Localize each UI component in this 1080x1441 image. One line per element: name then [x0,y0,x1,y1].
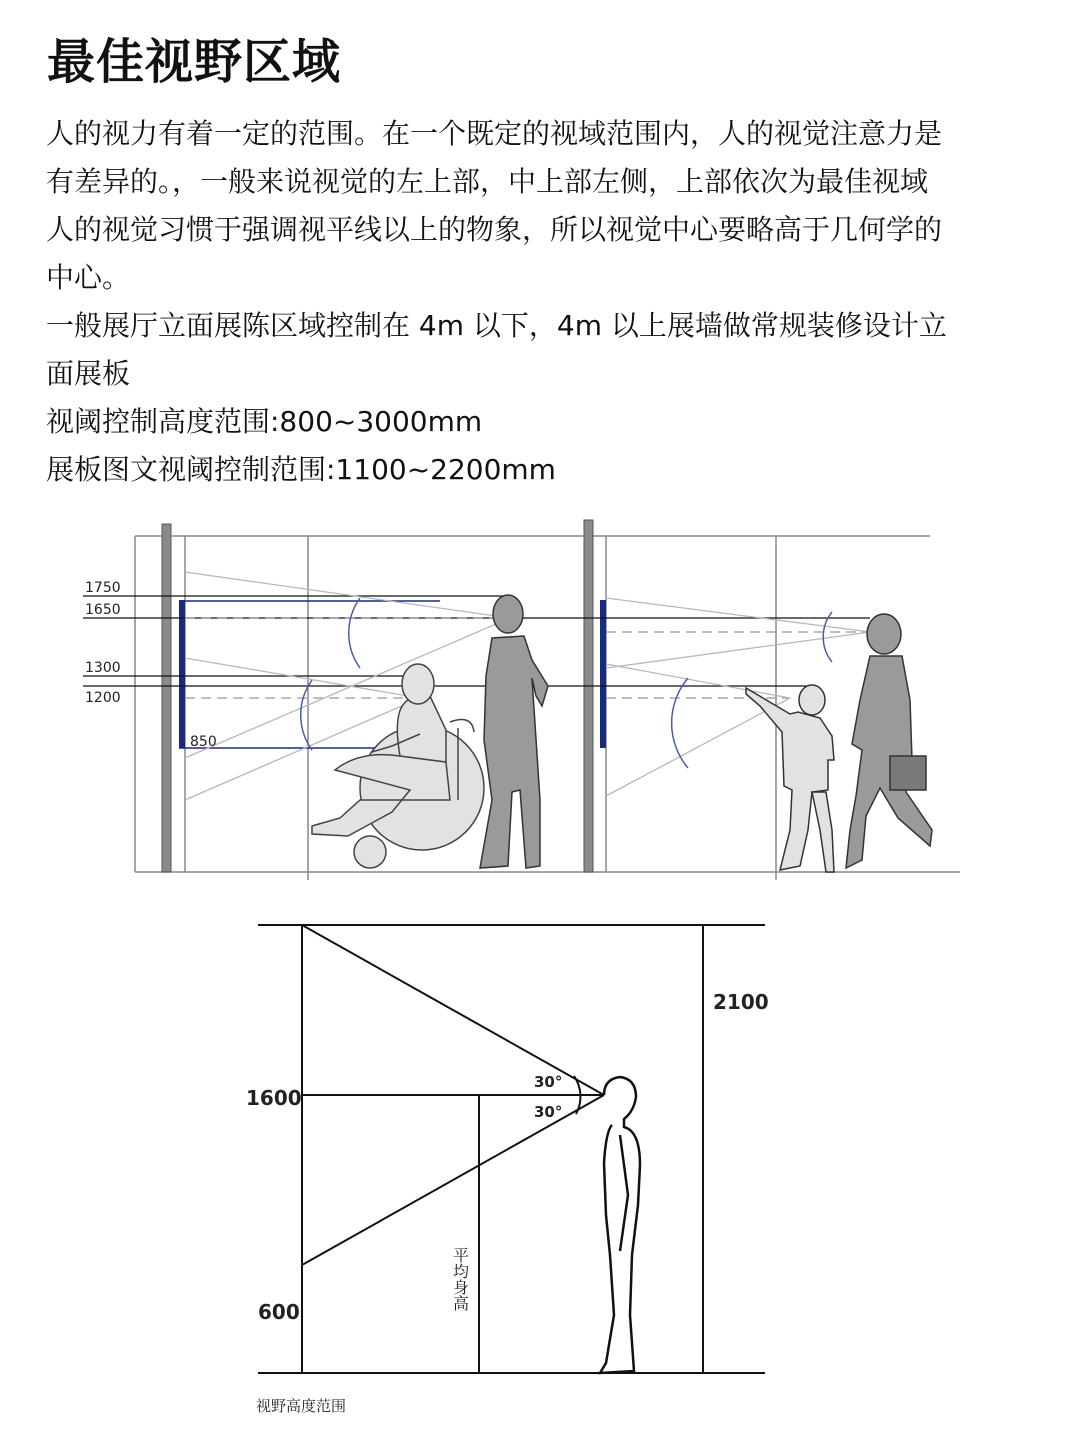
child-figure [746,685,834,872]
view-height-range-diagram [0,895,1080,1441]
height-label-1650: 1650 [85,602,121,618]
figure-caption: 视野高度范围 [256,1397,347,1415]
height-label-1300: 1300 [85,660,121,676]
person-profile-figure [600,1077,640,1373]
left-display-panel [179,600,185,748]
label-1600: 1600 [246,1086,302,1110]
angle-upper-label: 30° [534,1073,563,1091]
page-title: 最佳视野区域 [47,34,342,90]
standing-adult-figure [480,595,548,868]
average-height-label: 平均身高 [450,1247,470,1311]
view-cone [302,925,604,1265]
paragraph-line: 视阈控制高度范围:800~3000mm [46,405,483,438]
exhibition-sightline-diagram [0,500,1080,890]
paragraph-line: 人的视觉习惯于强调视平线以上的物象，所以视觉中心要略高于几何学的 [46,213,943,246]
left-wall [162,524,171,872]
label-2100: 2100 [713,990,769,1014]
paragraph-line: 面展板 [46,357,131,390]
walking-adult-figure [846,614,932,868]
frame-lines [135,536,960,880]
label-600: 600 [258,1300,300,1324]
paragraph-line: 展板图文视阈控制范围:1100~2200mm [46,453,556,486]
paragraph-line: 人的视力有着一定的范围。在一个既定的视域范围内，人的视觉注意力是 [46,117,943,150]
height-lines [83,596,870,686]
right-wall [584,520,593,872]
range-frame [258,925,765,1373]
paragraph-line: 有差异的。，一般来说视觉的左上部，中上部左侧，上部依次为最佳视域 [46,165,929,198]
angle-lower-label: 30° [534,1103,563,1121]
paragraph-line: 一般展厅立面展陈区域控制在 4m 以下，4m 以上展墙做常规装修设计立 [46,309,947,342]
height-label-1750: 1750 [85,580,121,596]
height-label-1200: 1200 [85,690,121,706]
right-display-panel [600,600,606,748]
height-label-850: 850 [190,734,217,750]
intro-text [46,110,1026,494]
paragraph-line: 中心。 [46,261,131,294]
